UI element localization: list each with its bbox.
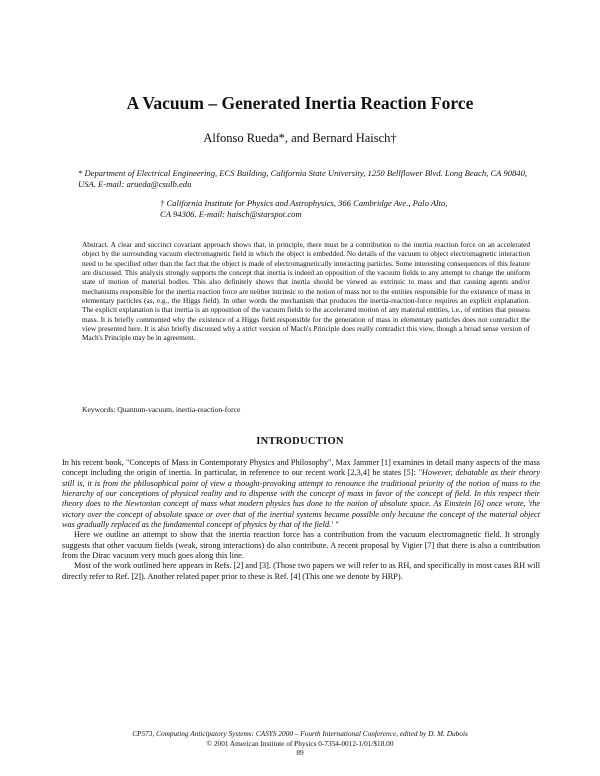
keywords-text: Quantum-vacuum, inertia-reaction-force [115, 405, 241, 414]
intro-p1-quote: "However, debatable as their theory still is, it is from the philosophical point of view a thought-provoking attempt to renounce the traditional priority of the notion of mass to the hierarchy of our conceptions of physical reality and to dispense with the concept of mass in favor of the concept of field. In this respect their theory does to the Newtonian concept of mass what modern physics has done to the notion of absolute space. As Einstein [6] once wrote, 'the victory over the concept of absolute space or over that of the inertial systems became possible only because the concept of the material object was gradually replaced as the fundamental concept of physics by that of the field.' " [62, 468, 541, 530]
affiliation-1: * Department of Electrical Engineering, ECS Building, California State University, 1250 Bellflower Blvd. Long Beach, CA 90840, USA. E-mail: arueda@csulb.edu [78, 168, 528, 189]
intro-paragraph-3: Most of the work outlined here appears in Refs. [2] and [3]. (Those two papers we will refer to as RH, and specifically in most cases RH will directly refer to Ref. [2]). Another related paper prior to these is Ref. [4] (This one we denote by HRP). [62, 561, 540, 581]
affiliation-2: † California Institute for Physics and Astrophysics, 366 Cambridge Ave., Palo Alto, CA 94306. E-mail: haisch@starspot.com [160, 198, 448, 219]
page-footer [0, 729, 600, 758]
section-heading-introduction: INTRODUCTION [256, 436, 344, 447]
intro-paragraph-1 [62, 458, 540, 530]
abstract-text: A clear and succinct covariant approach shows that, in principle, there must be a contribution to the inertia reaction force on an accelerated object by the surrounding vacuum electromagnetic field in which the object is embedded. No details of the vacuum to object electromagnetic interaction need to be specified other than the fact that the object is made of electromagnetically interacting particles. Some interesting consequences of this feature are discussed. This analysis strongly supports the concept that inertia is indeed an opposition of the vacuum fields to any attempt to change the uniform state of motion of material bodies. This also definitely shows that inertia should be viewed as extrinsic to mass and that causing agents and/or mechanisms responsible for the inertia reaction force are neither intrinsic to the notion of mass nor to the entities responsible for the existence of mass in elementary particles (as, e.g., the Higgs field). In other words the mechanism that produces the inertia-reaction-force requires an explicit explanation. The explicit explanation is that inertia is an opposition of the vacuum fields to the accelerated motion of any material entities, i.e., of entities that possess mass. It is briefly commented why the existence of a Higgs field responsible for the generation of mass in elementary particles does not contradict the view presented here. It is also briefly discussed why a strict version of Mach's Principle does really contradict this view, though a broad sense version of Mach's Principle may be in agreement. [82, 240, 530, 343]
footer-copyright: © 2001 American Institute of Physics 0-7354-0012-1/01/$18.00 [206, 738, 394, 748]
abstract-label: Abstract. [82, 240, 109, 249]
paper-title: A Vacuum – Generated Inertia Reaction Force [126, 93, 474, 113]
paper-authors: Alfonso Rueda*, and Bernard Haisch† [203, 131, 397, 145]
introduction-body [62, 458, 540, 582]
footer-venue: CP573, Computing Anticipatory Systems: CASYS 2000 – Fourth International Conference, edited by D. M. Dubois [132, 729, 468, 738]
intro-p1-text: In his recent book, "Concepts of Mass in Contemporary Physics and Philosophy", Max Jammer [1] examines in detail many aspects of the mass concept including the origin of inertia. In particular, in reference to our recent work [2,3,4] he states [5]: [62, 458, 540, 478]
abstract [82, 240, 530, 343]
keywords [82, 405, 530, 414]
page-number: 89 [296, 748, 304, 757]
keywords-label: Keywords: [82, 405, 116, 414]
intro-paragraph-2: Here we outline an attempt to show that the inertia reaction force has a contribution from the vacuum electromagnetic field. It strongly suggests that other vacuum fields (weak, strong interactions) do also contribute. A recent proposal by Vigier [7] that there is also a contribution from the Dirac vacuum very much goes along this line. [62, 530, 540, 561]
